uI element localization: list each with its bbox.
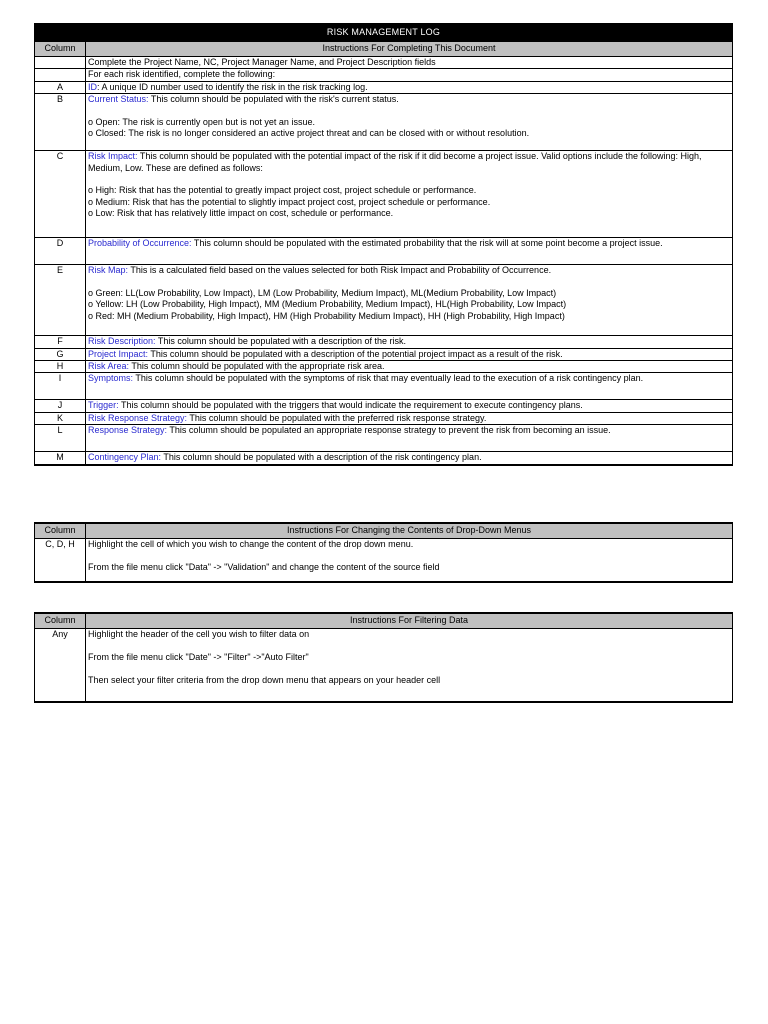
- title-row: [35, 24, 733, 42]
- intro-row: [35, 69, 733, 81]
- intro-row: [35, 57, 733, 69]
- intro-text: For each risk identified, complete the following:: [86, 69, 733, 81]
- instruction-cell: [86, 539, 733, 583]
- header-row: [35, 42, 733, 57]
- field-label: Current Status:: [88, 94, 149, 105]
- field-description: : A unique ID number used to identify the risk in the risk tracking log.: [97, 81, 368, 92]
- column-letter: A: [35, 81, 86, 93]
- table-row: [35, 348, 733, 360]
- table-row: [35, 373, 733, 400]
- instruction-cell: [86, 412, 733, 424]
- field-label: Risk Area:: [88, 361, 130, 372]
- column-header: Column: [35, 613, 86, 629]
- filter-instructions-table: [34, 612, 733, 703]
- column-letter: H: [35, 361, 86, 373]
- field-description: This column should be populated an appropriate response strategy to prevent the risk from becoming an issue.: [167, 425, 611, 436]
- column-letter: Any: [35, 629, 86, 703]
- field-label: Risk Map:: [88, 265, 129, 276]
- column-letter: C, D, H: [35, 539, 86, 583]
- field-label: Response Strategy:: [88, 425, 168, 436]
- instruction-line: From the file menu click "Date" -> "Filter" ->"Auto Filter": [88, 651, 309, 662]
- instruction-cell: [86, 361, 733, 373]
- bullet-item: o Medium: Risk that has the potential to slightly impact project cost, project schedule or performance.: [88, 196, 491, 207]
- field-label: Project Impact:: [88, 348, 149, 359]
- field-description: This column should be populated with the symptoms of risk that may eventually lead to the execution of a risk contingency plan.: [133, 373, 644, 384]
- table-row: [35, 94, 733, 151]
- table-row: [35, 151, 733, 238]
- column-letter: B: [35, 94, 86, 151]
- instruction-cell: [86, 265, 733, 336]
- field-label: Contingency Plan:: [88, 452, 162, 463]
- column-letter: L: [35, 425, 86, 452]
- column-header: Column: [35, 42, 86, 57]
- header-row: [35, 523, 733, 539]
- table-row: [35, 400, 733, 412]
- column-letter: F: [35, 336, 86, 348]
- instructions-header: Instructions For Filtering Data: [86, 613, 733, 629]
- instructions-header: Instructions For Completing This Document: [86, 42, 733, 57]
- column-header: Column: [35, 523, 86, 539]
- column-letter: K: [35, 412, 86, 424]
- field-description: This column should be populated with a description of the risk.: [155, 336, 407, 347]
- risk-log-title: RISK MANAGEMENT LOG: [35, 24, 733, 42]
- risk-log-table: [34, 23, 733, 466]
- table-row: [35, 539, 733, 583]
- instruction-cell: [86, 336, 733, 348]
- table-row: [35, 629, 733, 703]
- intro-text: Complete the Project Name, NC, Project Manager Name, and Project Description fields: [86, 57, 733, 69]
- instruction-cell: [86, 373, 733, 400]
- field-description: This is a calculated field based on the values selected for both Risk Impact and Probability of Occurrence.: [128, 265, 552, 276]
- field-label: Risk Description:: [88, 336, 156, 347]
- table-row: [35, 425, 733, 452]
- field-description: This column should be populated with a description of the risk contingency plan.: [161, 452, 482, 463]
- field-label: Risk Response Strategy:: [88, 412, 188, 423]
- field-description: This column should be populated with the potential impact of the risk if it did become a project issue. Valid options include the following: High, Medium, Low. These are defined as follows:: [88, 151, 702, 173]
- bullet-item: o Low: Risk that has relatively little impact on cost, schedule or performance.: [88, 208, 394, 219]
- column-letter: G: [35, 348, 86, 360]
- table-row: [35, 452, 733, 465]
- table-row: [35, 81, 733, 93]
- field-label: Probability of Occurrence:: [88, 238, 192, 249]
- table-row: [35, 336, 733, 348]
- field-description: This column should be populated with the triggers that would indicate the requirement to execute contingency plans.: [118, 400, 583, 411]
- instruction-line: Then select your filter criteria from the drop down menu that appears on your header cell: [88, 674, 441, 685]
- column-letter: I: [35, 373, 86, 400]
- column-letter: E: [35, 265, 86, 336]
- bullet-item: o Closed: The risk is no longer considered an active project threat and can be closed with or without resolution.: [88, 128, 530, 139]
- bullet-item: o Open: The risk is currently open but is not yet an issue.: [88, 117, 315, 128]
- field-description: This column should be populated with the risk's current status.: [148, 94, 399, 105]
- column-letter: D: [35, 238, 86, 265]
- field-description: This column should be populated with a description of the potential project impact as a result of the risk.: [148, 348, 563, 359]
- instruction-cell: [86, 400, 733, 412]
- field-description: This column should be populated with the estimated probability that the risk will at some point become a project issue.: [191, 238, 663, 249]
- field-label: ID: [88, 81, 97, 92]
- instruction-line: Highlight the header of the cell you wish to filter data on: [88, 629, 310, 639]
- table-row: [35, 412, 733, 424]
- instructions-header: Instructions For Changing the Contents of Drop-Down Menus: [86, 523, 733, 539]
- field-description: This column should be populated with the appropriate risk area.: [129, 361, 385, 372]
- bullet-item: o Red: MH (Medium Probability, High Impact), HM (High Probability Medium Impact), HH (High Probability, High Impact): [88, 310, 565, 321]
- table-row: [35, 361, 733, 373]
- field-description: This column should be populated with the preferred risk response strategy.: [187, 412, 487, 423]
- column-letter: M: [35, 452, 86, 465]
- field-label: Trigger:: [88, 400, 119, 411]
- instruction-cell: [86, 151, 733, 238]
- dropdown-instructions-table: [34, 522, 733, 583]
- instruction-cell: [86, 629, 733, 703]
- bullet-item: o Green: LL(Low Probability, Low Impact), LM (Low Probability, Medium Impact), ML(Medium Probability, Low Impact): [88, 288, 557, 299]
- column-letter: J: [35, 400, 86, 412]
- instruction-cell: [86, 94, 733, 151]
- field-label: Risk Impact:: [88, 151, 138, 162]
- header-row: [35, 613, 733, 629]
- table-row: [35, 238, 733, 265]
- instruction-cell: [86, 425, 733, 452]
- field-label: Symptoms:: [88, 373, 134, 384]
- table-row: [35, 265, 733, 336]
- column-letter: C: [35, 151, 86, 238]
- instruction-cell: [86, 452, 733, 465]
- instruction-line: From the file menu click "Data" -> "Validation" and change the content of the source field: [88, 561, 440, 572]
- bullet-item: o Yellow: LH (Low Probability, High Impact), MM (Medium Probability, Medium Impact), HL(High Probability, Low Impact): [88, 299, 567, 310]
- instruction-cell: [86, 238, 733, 265]
- bullet-item: o High: Risk that has the potential to greatly impact project cost, project schedule or performance.: [88, 185, 477, 196]
- instruction-cell: [86, 81, 733, 93]
- instruction-cell: [86, 348, 733, 360]
- instruction-line: Highlight the cell of which you wish to change the content of the drop down menu.: [88, 539, 414, 549]
